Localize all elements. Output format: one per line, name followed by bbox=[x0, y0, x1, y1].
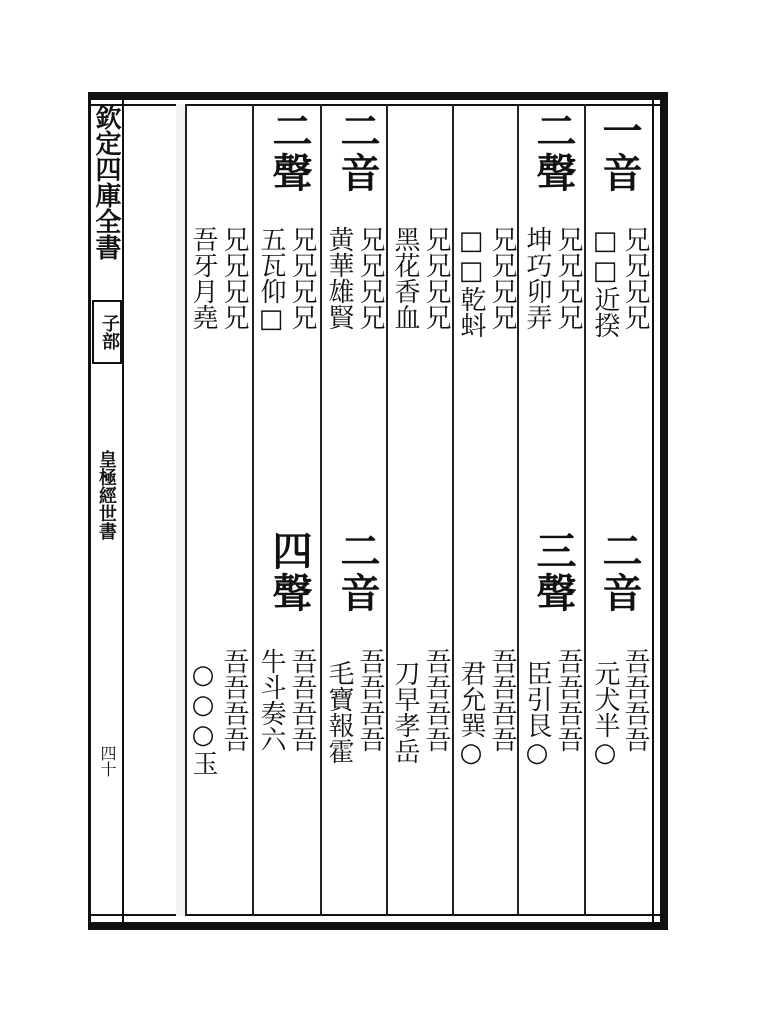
lower-cell: 吾吾吾吾 bbox=[355, 648, 385, 752]
lower-cell: 吾吾吾吾 bbox=[219, 648, 249, 752]
column-rule bbox=[386, 104, 388, 916]
column-rule bbox=[517, 104, 519, 916]
upper-cell: 黄華雄賢 bbox=[324, 226, 354, 330]
upper-cell: 吾牙月堯 bbox=[188, 226, 218, 330]
upper-cell: 坤巧卯弄 bbox=[522, 226, 552, 330]
lower-cell: 君允巽○ bbox=[456, 660, 486, 768]
upper-cell: 五瓦仰□ bbox=[256, 226, 286, 334]
upper-heading-2: 二聲 bbox=[530, 110, 577, 194]
upper-cell: 兄兄兄兄 bbox=[219, 226, 249, 330]
lower-heading-2: 三聲 bbox=[530, 530, 577, 614]
spine-divider bbox=[122, 100, 124, 922]
lower-cell: 吾吾吾吾 bbox=[287, 648, 317, 752]
upper-heading-5: 二音 bbox=[334, 110, 381, 194]
upper-cell: 兄兄兄兄 bbox=[553, 226, 583, 330]
lower-cell: 吾吾吾吾 bbox=[620, 648, 650, 752]
upper-cell: 兄兄兄兄 bbox=[287, 226, 317, 330]
frame-bottom-inner-line bbox=[88, 914, 668, 916]
lower-cell: ○○○玉 bbox=[188, 660, 218, 776]
frame-top-inner-line bbox=[88, 104, 668, 106]
upper-cell: 兄兄兄兄 bbox=[620, 226, 650, 330]
upper-heading-6: 二聲 bbox=[266, 110, 313, 194]
column-rule bbox=[320, 104, 322, 916]
lower-cell: 吾吾吾吾 bbox=[421, 648, 451, 752]
frame-bottom-border bbox=[88, 922, 668, 930]
spine-book-title: 皇極經世書 bbox=[96, 450, 117, 540]
lower-heading-6: 四聲 bbox=[266, 530, 313, 614]
column-rule bbox=[452, 104, 454, 916]
upper-cell: 黑花香血 bbox=[390, 226, 420, 330]
lower-heading-1: 二音 bbox=[596, 530, 643, 614]
lower-cell: 吾吾吾吾 bbox=[553, 648, 583, 752]
lower-cell: 吾吾吾吾 bbox=[487, 648, 517, 752]
upper-cell: □□近揆 bbox=[590, 226, 620, 338]
lower-cell: 毛寶報霍 bbox=[324, 660, 354, 764]
column-rule bbox=[584, 104, 586, 916]
column-rule bbox=[185, 104, 187, 916]
spine-title: 欽定四庫全書 bbox=[91, 104, 121, 260]
upper-cell: 兄兄兄兄 bbox=[355, 226, 385, 330]
lower-cell: 臣引艮○ bbox=[522, 660, 552, 768]
upper-cell: 兄兄兄兄 bbox=[421, 226, 451, 330]
lower-heading-5: 二音 bbox=[334, 530, 381, 614]
upper-cell: 兄兄兄兄 bbox=[487, 226, 517, 330]
lower-cell: 刀早孝岳 bbox=[390, 660, 420, 764]
spine-section-mark: 子部 bbox=[92, 300, 122, 364]
lower-cell: 元犬半○ bbox=[590, 660, 620, 768]
upper-cell: □□乾蚪 bbox=[456, 226, 486, 338]
column-rule bbox=[252, 104, 254, 916]
page-number: 四十 bbox=[98, 745, 117, 777]
lower-cell: 牛斗奏六 bbox=[256, 648, 286, 752]
frame-top-border bbox=[88, 92, 668, 100]
frame-right-border bbox=[660, 92, 668, 930]
frame-right-inner-line bbox=[652, 100, 654, 922]
upper-heading-1: 一音 bbox=[596, 110, 643, 194]
